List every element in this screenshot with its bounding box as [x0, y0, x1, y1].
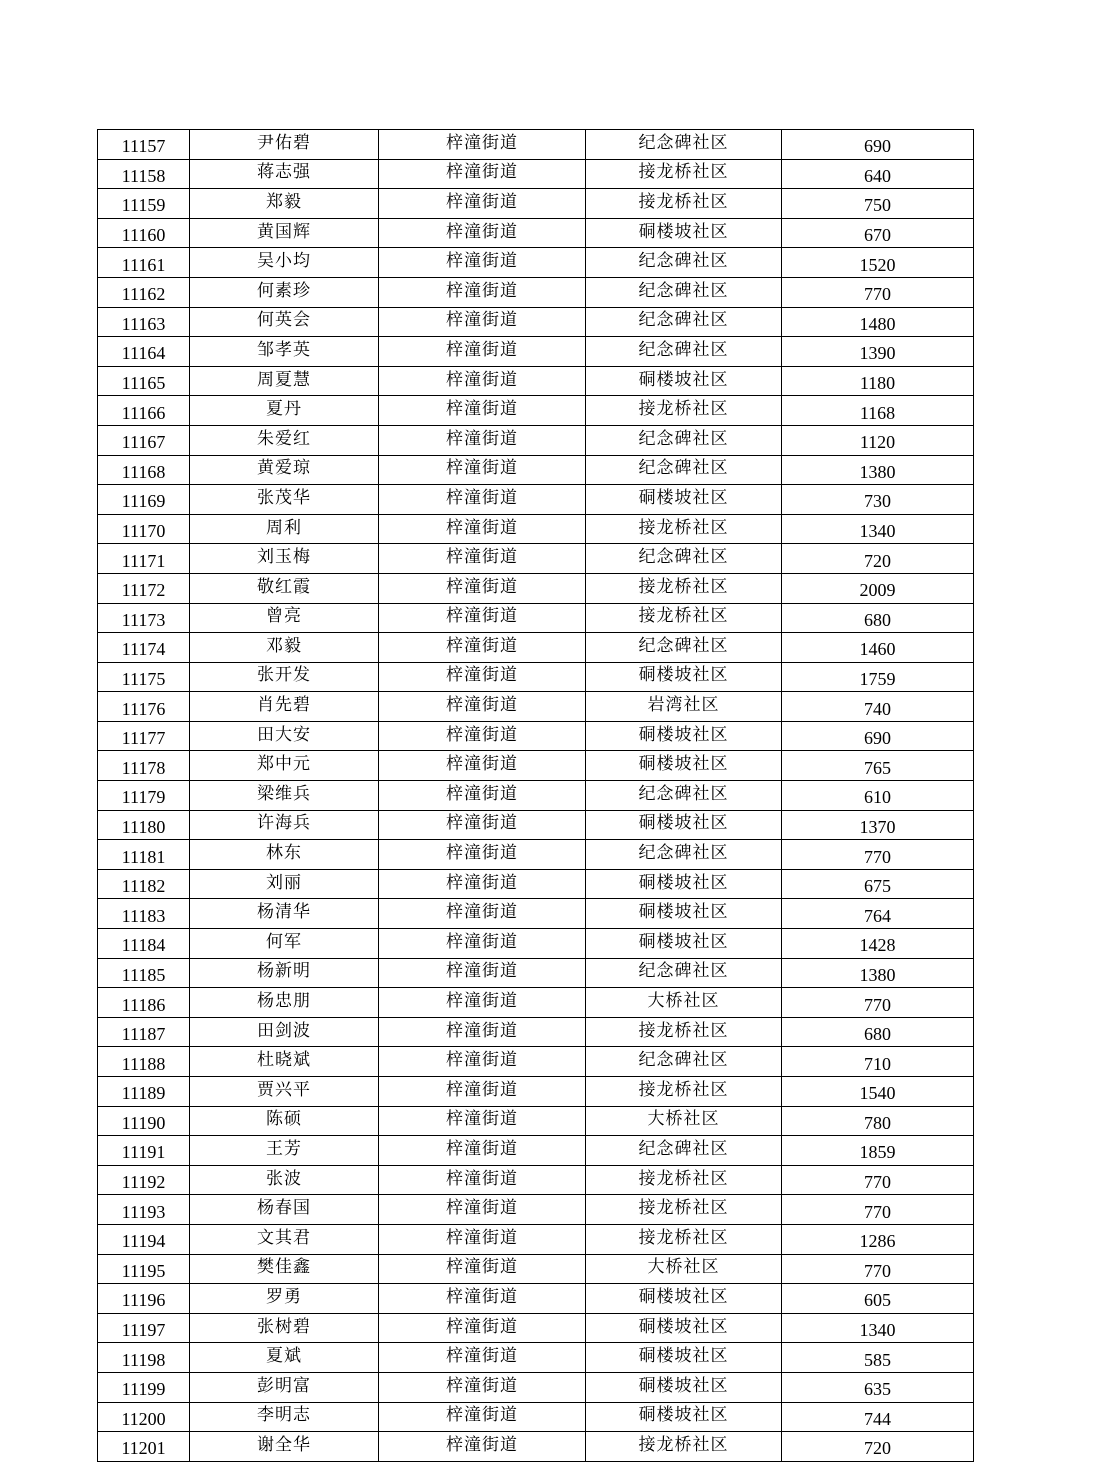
cell-name: 田剑波 — [190, 1017, 379, 1047]
table-row — [98, 1136, 974, 1166]
cell-id: 11188 — [98, 1047, 190, 1077]
cell-id: 11192 — [98, 1165, 190, 1195]
cell-street: 梓潼街道 — [379, 633, 586, 663]
cell-amount: 720 — [782, 544, 974, 574]
table-row — [98, 485, 974, 515]
table-row — [98, 189, 974, 219]
cell-street: 梓潼街道 — [379, 1136, 586, 1166]
cell-id: 11162 — [98, 277, 190, 307]
cell-street: 梓潼街道 — [379, 958, 586, 988]
cell-amount: 1380 — [782, 958, 974, 988]
cell-amount: 710 — [782, 1047, 974, 1077]
cell-id: 11181 — [98, 840, 190, 870]
cell-amount: 1428 — [782, 929, 974, 959]
cell-street: 梓潼街道 — [379, 218, 586, 248]
cell-name: 张茂华 — [190, 485, 379, 515]
cell-name: 何素珍 — [190, 277, 379, 307]
cell-amount: 730 — [782, 485, 974, 515]
cell-name: 黄国辉 — [190, 218, 379, 248]
cell-id: 11182 — [98, 869, 190, 899]
cell-name: 夏斌 — [190, 1343, 379, 1373]
cell-name: 张树碧 — [190, 1313, 379, 1343]
cell-community: 接龙桥社区 — [586, 1195, 782, 1225]
cell-street: 梓潼街道 — [379, 1313, 586, 1343]
table-row — [98, 1017, 974, 1047]
cell-id: 11177 — [98, 721, 190, 751]
cell-street: 梓潼街道 — [379, 277, 586, 307]
cell-community: 纪念碑社区 — [586, 1136, 782, 1166]
cell-name: 何英会 — [190, 307, 379, 337]
cell-name: 郑毅 — [190, 189, 379, 219]
cell-community: 接龙桥社区 — [586, 1077, 782, 1107]
table-row — [98, 988, 974, 1018]
cell-amount: 680 — [782, 603, 974, 633]
cell-street: 梓潼街道 — [379, 1047, 586, 1077]
cell-community: 纪念碑社区 — [586, 1047, 782, 1077]
cell-name: 蒋志强 — [190, 159, 379, 189]
cell-amount: 1480 — [782, 307, 974, 337]
cell-amount: 585 — [782, 1343, 974, 1373]
cell-street: 梓潼街道 — [379, 396, 586, 426]
cell-street: 梓潼街道 — [379, 1106, 586, 1136]
cell-street: 梓潼街道 — [379, 189, 586, 219]
cell-name: 田大安 — [190, 721, 379, 751]
cell-street: 梓潼街道 — [379, 1165, 586, 1195]
cell-id: 11173 — [98, 603, 190, 633]
table-row — [98, 929, 974, 959]
cell-name: 周夏慧 — [190, 366, 379, 396]
cell-amount: 1180 — [782, 366, 974, 396]
cell-community: 硐楼坡社区 — [586, 899, 782, 929]
cell-name: 贾兴平 — [190, 1077, 379, 1107]
cell-community: 纪念碑社区 — [586, 455, 782, 485]
table-row — [98, 1165, 974, 1195]
cell-community: 岩湾社区 — [586, 692, 782, 722]
cell-name: 刘玉梅 — [190, 544, 379, 574]
cell-community: 硐楼坡社区 — [586, 721, 782, 751]
cell-name: 何军 — [190, 929, 379, 959]
cell-name: 许海兵 — [190, 810, 379, 840]
cell-street: 梓潼街道 — [379, 544, 586, 574]
cell-street: 梓潼街道 — [379, 159, 586, 189]
cell-id: 11166 — [98, 396, 190, 426]
cell-amount: 1859 — [782, 1136, 974, 1166]
cell-name: 敬红霞 — [190, 573, 379, 603]
cell-street: 梓潼街道 — [379, 1077, 586, 1107]
cell-street: 梓潼街道 — [379, 751, 586, 781]
cell-name: 张波 — [190, 1165, 379, 1195]
cell-street: 梓潼街道 — [379, 869, 586, 899]
cell-community: 大桥社区 — [586, 1254, 782, 1284]
table-row — [98, 1284, 974, 1314]
table-row — [98, 840, 974, 870]
table-row — [98, 366, 974, 396]
cell-street: 梓潼街道 — [379, 1195, 586, 1225]
cell-amount: 1340 — [782, 1313, 974, 1343]
cell-street: 梓潼街道 — [379, 337, 586, 367]
table-row — [98, 1343, 974, 1373]
cell-street: 梓潼街道 — [379, 929, 586, 959]
cell-name: 周利 — [190, 514, 379, 544]
cell-id: 11161 — [98, 248, 190, 278]
table-row — [98, 899, 974, 929]
cell-community: 纪念碑社区 — [586, 544, 782, 574]
cell-id: 11199 — [98, 1372, 190, 1402]
cell-id: 11201 — [98, 1432, 190, 1462]
cell-amount: 1120 — [782, 425, 974, 455]
table-row — [98, 130, 974, 160]
table-row — [98, 1077, 974, 1107]
cell-name: 杨忠朋 — [190, 988, 379, 1018]
cell-amount: 635 — [782, 1372, 974, 1402]
cell-community: 硐楼坡社区 — [586, 218, 782, 248]
cell-amount: 720 — [782, 1432, 974, 1462]
cell-street: 梓潼街道 — [379, 692, 586, 722]
table-row — [98, 277, 974, 307]
cell-id: 11159 — [98, 189, 190, 219]
cell-community: 纪念碑社区 — [586, 781, 782, 811]
cell-street: 梓潼街道 — [379, 1372, 586, 1402]
data-table — [97, 129, 974, 1462]
cell-amount: 770 — [782, 1254, 974, 1284]
cell-amount: 1340 — [782, 514, 974, 544]
cell-community: 硐楼坡社区 — [586, 751, 782, 781]
cell-community: 接龙桥社区 — [586, 189, 782, 219]
cell-name: 邹孝英 — [190, 337, 379, 367]
cell-community: 硐楼坡社区 — [586, 662, 782, 692]
cell-community: 纪念碑社区 — [586, 337, 782, 367]
cell-name: 刘丽 — [190, 869, 379, 899]
cell-id: 11198 — [98, 1343, 190, 1373]
cell-community: 接龙桥社区 — [586, 1432, 782, 1462]
cell-amount: 1390 — [782, 337, 974, 367]
cell-name: 邓毅 — [190, 633, 379, 663]
cell-name: 梁维兵 — [190, 781, 379, 811]
cell-street: 梓潼街道 — [379, 1254, 586, 1284]
cell-street: 梓潼街道 — [379, 1432, 586, 1462]
table-row — [98, 869, 974, 899]
cell-id: 11165 — [98, 366, 190, 396]
table-row — [98, 1195, 974, 1225]
cell-id: 11184 — [98, 929, 190, 959]
cell-amount: 1540 — [782, 1077, 974, 1107]
table-row — [98, 544, 974, 574]
cell-amount: 1168 — [782, 396, 974, 426]
cell-street: 梓潼街道 — [379, 603, 586, 633]
cell-id: 11178 — [98, 751, 190, 781]
cell-community: 硐楼坡社区 — [586, 1402, 782, 1432]
table-row — [98, 603, 974, 633]
cell-street: 梓潼街道 — [379, 1343, 586, 1373]
table-row — [98, 692, 974, 722]
cell-name: 曾亮 — [190, 603, 379, 633]
cell-id: 11164 — [98, 337, 190, 367]
cell-amount: 744 — [782, 1402, 974, 1432]
cell-street: 梓潼街道 — [379, 1284, 586, 1314]
cell-amount: 765 — [782, 751, 974, 781]
cell-name: 吴小均 — [190, 248, 379, 278]
cell-id: 11174 — [98, 633, 190, 663]
cell-name: 文其君 — [190, 1224, 379, 1254]
table-row — [98, 1047, 974, 1077]
cell-name: 朱爱红 — [190, 425, 379, 455]
table-row — [98, 1313, 974, 1343]
cell-community: 大桥社区 — [586, 988, 782, 1018]
cell-street: 梓潼街道 — [379, 425, 586, 455]
table-row — [98, 337, 974, 367]
cell-street: 梓潼街道 — [379, 514, 586, 544]
table-row — [98, 721, 974, 751]
cell-id: 11157 — [98, 130, 190, 160]
cell-amount: 610 — [782, 781, 974, 811]
cell-id: 11179 — [98, 781, 190, 811]
cell-id: 11183 — [98, 899, 190, 929]
cell-street: 梓潼街道 — [379, 307, 586, 337]
cell-id: 11197 — [98, 1313, 190, 1343]
cell-amount: 1460 — [782, 633, 974, 663]
cell-community: 纪念碑社区 — [586, 958, 782, 988]
table-row — [98, 1372, 974, 1402]
table-row — [98, 307, 974, 337]
table-row — [98, 159, 974, 189]
cell-id: 11169 — [98, 485, 190, 515]
cell-street: 梓潼街道 — [379, 1402, 586, 1432]
table-row — [98, 396, 974, 426]
cell-community: 硐楼坡社区 — [586, 366, 782, 396]
cell-street: 梓潼街道 — [379, 840, 586, 870]
cell-id: 11190 — [98, 1106, 190, 1136]
cell-street: 梓潼街道 — [379, 248, 586, 278]
cell-id: 11171 — [98, 544, 190, 574]
cell-community: 硐楼坡社区 — [586, 1372, 782, 1402]
cell-community: 纪念碑社区 — [586, 307, 782, 337]
cell-amount: 780 — [782, 1106, 974, 1136]
cell-community: 纪念碑社区 — [586, 840, 782, 870]
table-row — [98, 1106, 974, 1136]
cell-amount: 680 — [782, 1017, 974, 1047]
cell-name: 樊佳鑫 — [190, 1254, 379, 1284]
table-row — [98, 1254, 974, 1284]
cell-street: 梓潼街道 — [379, 721, 586, 751]
cell-name: 黄爱琼 — [190, 455, 379, 485]
cell-community: 纪念碑社区 — [586, 277, 782, 307]
cell-community: 接龙桥社区 — [586, 514, 782, 544]
cell-name: 张开发 — [190, 662, 379, 692]
cell-amount: 675 — [782, 869, 974, 899]
cell-community: 接龙桥社区 — [586, 159, 782, 189]
cell-street: 梓潼街道 — [379, 366, 586, 396]
cell-community: 接龙桥社区 — [586, 1017, 782, 1047]
cell-street: 梓潼街道 — [379, 1017, 586, 1047]
cell-amount: 690 — [782, 721, 974, 751]
cell-community: 纪念碑社区 — [586, 425, 782, 455]
cell-id: 11172 — [98, 573, 190, 603]
cell-name: 肖先碧 — [190, 692, 379, 722]
cell-id: 11158 — [98, 159, 190, 189]
cell-amount: 2009 — [782, 573, 974, 603]
cell-id: 11167 — [98, 425, 190, 455]
cell-community: 硐楼坡社区 — [586, 929, 782, 959]
cell-street: 梓潼街道 — [379, 485, 586, 515]
table-row — [98, 1432, 974, 1462]
cell-street: 梓潼街道 — [379, 662, 586, 692]
cell-amount: 1520 — [782, 248, 974, 278]
cell-amount: 770 — [782, 277, 974, 307]
cell-amount: 640 — [782, 159, 974, 189]
cell-community: 接龙桥社区 — [586, 573, 782, 603]
cell-id: 11180 — [98, 810, 190, 840]
table-row — [98, 781, 974, 811]
cell-community: 硐楼坡社区 — [586, 1343, 782, 1373]
cell-community: 硐楼坡社区 — [586, 1313, 782, 1343]
cell-street: 梓潼街道 — [379, 130, 586, 160]
cell-id: 11200 — [98, 1402, 190, 1432]
cell-name: 杜晓斌 — [190, 1047, 379, 1077]
cell-name: 罗勇 — [190, 1284, 379, 1314]
cell-community: 纪念碑社区 — [586, 130, 782, 160]
table-row — [98, 810, 974, 840]
cell-id: 11194 — [98, 1224, 190, 1254]
cell-community: 硐楼坡社区 — [586, 869, 782, 899]
cell-id: 11191 — [98, 1136, 190, 1166]
cell-name: 夏丹 — [190, 396, 379, 426]
cell-street: 梓潼街道 — [379, 781, 586, 811]
cell-id: 11186 — [98, 988, 190, 1018]
cell-street: 梓潼街道 — [379, 899, 586, 929]
cell-id: 11193 — [98, 1195, 190, 1225]
cell-community: 大桥社区 — [586, 1106, 782, 1136]
cell-id: 11195 — [98, 1254, 190, 1284]
cell-id: 11196 — [98, 1284, 190, 1314]
cell-id: 11189 — [98, 1077, 190, 1107]
cell-community: 纪念碑社区 — [586, 248, 782, 278]
cell-amount: 770 — [782, 1195, 974, 1225]
cell-id: 11160 — [98, 218, 190, 248]
table-row — [98, 248, 974, 278]
cell-street: 梓潼街道 — [379, 988, 586, 1018]
cell-community: 接龙桥社区 — [586, 396, 782, 426]
table-row — [98, 573, 974, 603]
cell-amount: 670 — [782, 218, 974, 248]
cell-community: 硐楼坡社区 — [586, 810, 782, 840]
cell-community: 硐楼坡社区 — [586, 1284, 782, 1314]
cell-amount: 1286 — [782, 1224, 974, 1254]
cell-amount: 1370 — [782, 810, 974, 840]
cell-street: 梓潼街道 — [379, 573, 586, 603]
cell-name: 林东 — [190, 840, 379, 870]
cell-street: 梓潼街道 — [379, 810, 586, 840]
cell-name: 杨春国 — [190, 1195, 379, 1225]
cell-name: 谢全华 — [190, 1432, 379, 1462]
cell-id: 11187 — [98, 1017, 190, 1047]
cell-amount: 770 — [782, 988, 974, 1018]
cell-amount: 770 — [782, 1165, 974, 1195]
cell-name: 杨新明 — [190, 958, 379, 988]
cell-amount: 770 — [782, 840, 974, 870]
cell-id: 11176 — [98, 692, 190, 722]
cell-name: 杨清华 — [190, 899, 379, 929]
cell-amount: 605 — [782, 1284, 974, 1314]
cell-amount: 1380 — [782, 455, 974, 485]
cell-id: 11170 — [98, 514, 190, 544]
cell-amount: 1759 — [782, 662, 974, 692]
cell-community: 纪念碑社区 — [586, 633, 782, 663]
table-row — [98, 514, 974, 544]
cell-name: 尹佑碧 — [190, 130, 379, 160]
table-row — [98, 662, 974, 692]
table-row — [98, 633, 974, 663]
cell-id: 11175 — [98, 662, 190, 692]
table-row — [98, 1224, 974, 1254]
cell-id: 11185 — [98, 958, 190, 988]
cell-name: 陈硕 — [190, 1106, 379, 1136]
table-row — [98, 1402, 974, 1432]
cell-name: 彭明富 — [190, 1372, 379, 1402]
cell-amount: 764 — [782, 899, 974, 929]
cell-street: 梓潼街道 — [379, 1224, 586, 1254]
cell-community: 接龙桥社区 — [586, 1224, 782, 1254]
cell-community: 接龙桥社区 — [586, 603, 782, 633]
cell-name: 王芳 — [190, 1136, 379, 1166]
cell-community: 接龙桥社区 — [586, 1165, 782, 1195]
table-row — [98, 218, 974, 248]
cell-name: 郑中元 — [190, 751, 379, 781]
table-row — [98, 455, 974, 485]
cell-amount: 750 — [782, 189, 974, 219]
cell-community: 硐楼坡社区 — [586, 485, 782, 515]
table-row — [98, 425, 974, 455]
cell-id: 11168 — [98, 455, 190, 485]
table-body — [98, 130, 974, 1462]
table-row — [98, 958, 974, 988]
table-row — [98, 751, 974, 781]
cell-id: 11163 — [98, 307, 190, 337]
cell-amount: 740 — [782, 692, 974, 722]
cell-name: 李明志 — [190, 1402, 379, 1432]
cell-street: 梓潼街道 — [379, 455, 586, 485]
cell-amount: 690 — [782, 130, 974, 160]
